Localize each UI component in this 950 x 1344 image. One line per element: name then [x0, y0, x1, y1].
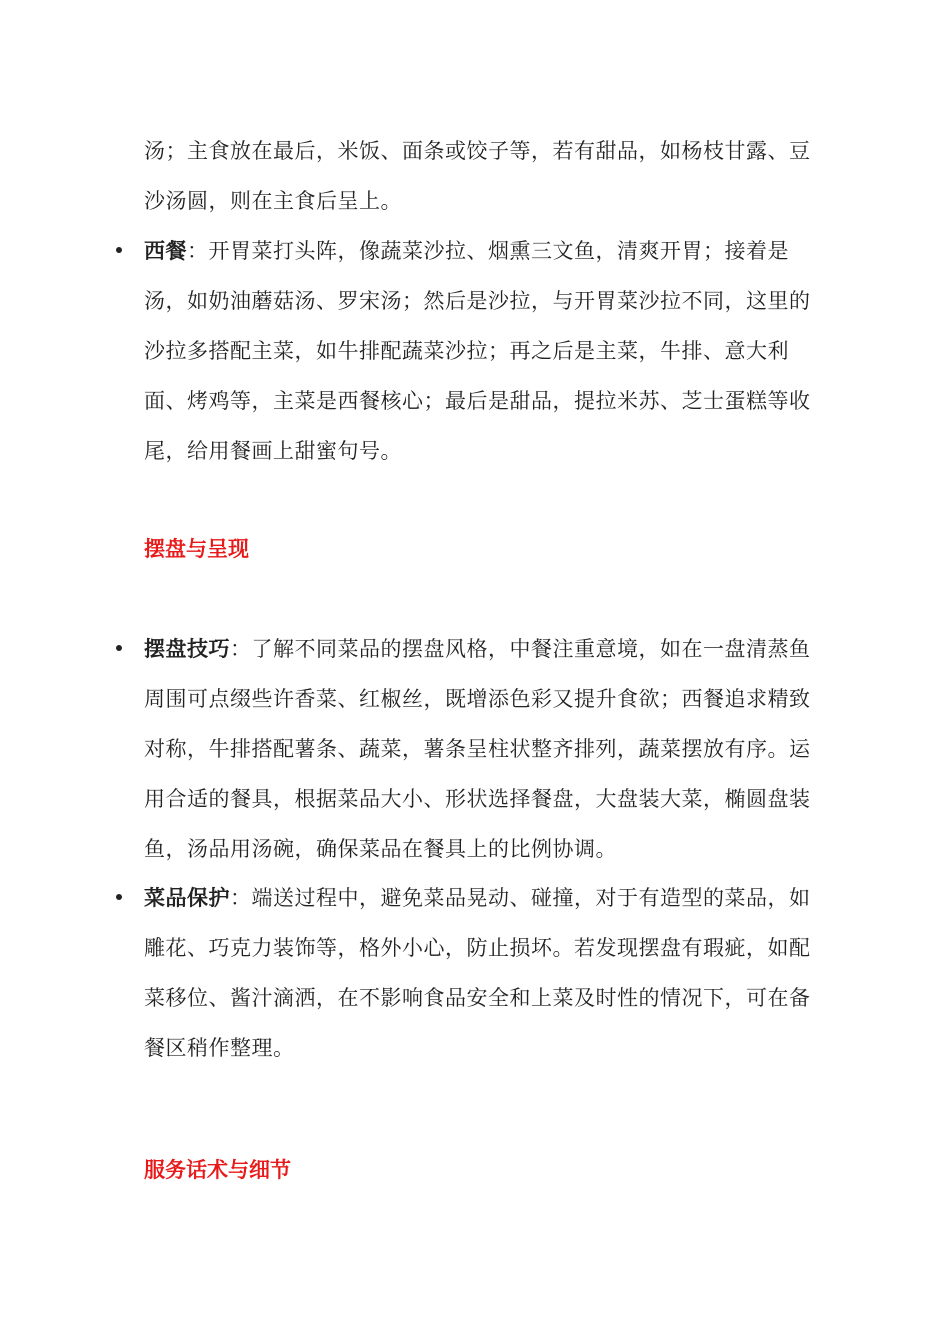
section-heading-plating: 摆盘与呈现 [144, 537, 249, 561]
bullet-term-plating-skills: 摆盘技巧 [144, 637, 230, 661]
bullet-icon [116, 894, 122, 900]
bullet-text-plating-skills: ：了解不同菜品的摆盘风格，中餐注重意境，如在一盘清蒸鱼周围可点缀些许香菜、红椒丝，既增添色彩又提升食欲；西餐追求精致对称，牛排搭配薯条、蔬菜，薯条呈柱状整齐排列，蔬菜摆放有序。运用合适的餐具，根据菜品大小、形状选择餐盘，大盘装大菜，椭圆盘装鱼，汤品用汤碗，确保菜品在餐具上的比例协调。 [144, 637, 811, 861]
bullet-term-dish-protection: 菜品保护 [144, 886, 230, 910]
bullet-icon [116, 645, 122, 651]
bullet-term-western: 西餐 [144, 239, 187, 263]
bullet-icon [116, 247, 122, 253]
bullet-text-western: ：开胃菜打头阵，像蔬菜沙拉、烟熏三文鱼，清爽开胃；接着是汤，如奶油蘑菇汤、罗宋汤；然后是沙拉，与开胃菜沙拉不同，这里的沙拉多搭配主菜，如牛排配蔬菜沙拉；再之后是主菜，牛排、意大利面、烤鸡等，主菜是西餐核心；最后是甜品，提拉米苏、芝士蛋糕等收尾，给用餐画上甜蜜句号。 [144, 239, 811, 463]
bullet-item-plating-skills [144, 624, 814, 874]
section-heading-service: 服务话术与细节 [144, 1158, 291, 1182]
bullet-text-dish-protection: ：端送过程中，避免菜品晃动、碰撞，对于有造型的菜品，如雕花、巧克力装饰等，格外小心，防止损坏。若发现摆盘有瑕疵，如配菜移位、酱汁滴洒，在不影响食品安全和上菜及时性的情况下，可在备餐区稍作整理。 [144, 886, 811, 1060]
continuation-text: 汤；主食放在最后，米饭、面条或饺子等，若有甜品，如杨枝甘露、豆沙汤圆，则在主食后呈上。 [144, 139, 811, 213]
continuation-paragraph [144, 126, 814, 226]
bullet-item-dish-protection [144, 873, 814, 1073]
bullet-item-western [144, 226, 814, 476]
